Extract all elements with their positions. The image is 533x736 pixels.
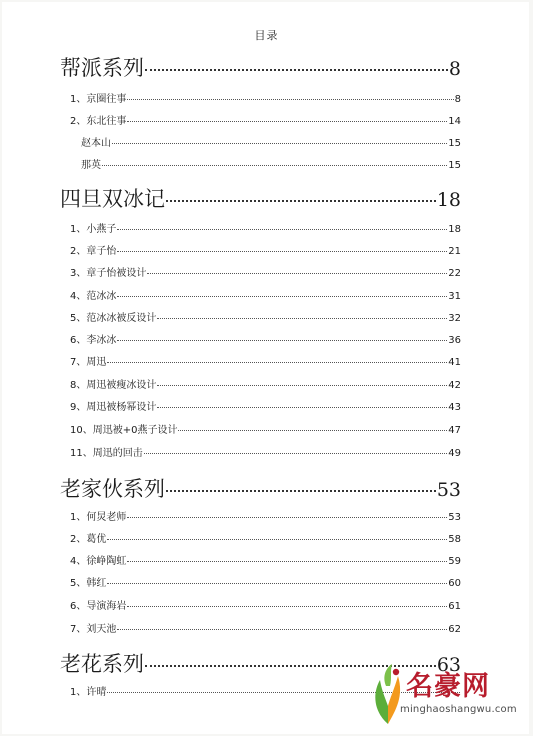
toc-entry-label: 9、周迅被杨幂设计 bbox=[70, 402, 157, 413]
toc-entry-label: 4、范冰冰 bbox=[70, 291, 117, 302]
toc-entry-page: 53 bbox=[448, 512, 461, 523]
toc-item-entry bbox=[70, 331, 461, 345]
dot-leader bbox=[147, 273, 447, 274]
toc-item-entry bbox=[70, 112, 461, 126]
toc-entry-page: 15 bbox=[448, 160, 461, 171]
dot-leader bbox=[127, 121, 447, 122]
toc-section-entry bbox=[60, 52, 461, 80]
dot-leader bbox=[145, 69, 448, 71]
toc-item-entry bbox=[81, 156, 461, 170]
toc-entry-page: 8 bbox=[448, 58, 461, 80]
toc-entry-page: 32 bbox=[448, 313, 461, 324]
toc-item-entry bbox=[70, 574, 461, 588]
toc-entry-page: 21 bbox=[448, 246, 461, 257]
dot-leader bbox=[102, 165, 447, 166]
toc-item-entry bbox=[70, 353, 461, 367]
toc-item-entry bbox=[81, 134, 461, 148]
toc-item-entry bbox=[70, 398, 461, 412]
dot-leader bbox=[144, 453, 448, 454]
toc-item-entry bbox=[70, 597, 461, 611]
toc-entry-label: 11、周迅的回击 bbox=[70, 448, 143, 459]
toc-entry-label: 老家伙系列 bbox=[60, 477, 165, 501]
dot-leader bbox=[112, 143, 447, 144]
toc-entry-page: 41 bbox=[448, 357, 461, 368]
dot-leader bbox=[117, 229, 447, 230]
dot-leader bbox=[107, 583, 447, 584]
dot-leader bbox=[157, 385, 447, 386]
toc-entry-label: 2、东北往事 bbox=[70, 116, 127, 127]
toc-entry-page: 62 bbox=[448, 624, 461, 635]
dot-leader bbox=[107, 362, 447, 363]
toc-entry-label: 2、葛优 bbox=[70, 534, 107, 545]
toc-entry-label: 5、范冰冰被反设计 bbox=[70, 313, 157, 324]
toc-item-entry bbox=[70, 552, 461, 566]
toc-item-entry bbox=[70, 530, 461, 544]
watermark-url: minghaoshangwu.com bbox=[400, 704, 517, 715]
dot-leader bbox=[117, 340, 447, 341]
toc-entry-label: 帮派系列 bbox=[60, 56, 144, 80]
toc-entry-page: 31 bbox=[448, 291, 461, 302]
dot-leader bbox=[166, 200, 436, 202]
toc-entry-page: 15 bbox=[448, 138, 461, 149]
toc-entry-label: 6、李冰冰 bbox=[70, 335, 117, 346]
toc-entry-page: 8 bbox=[454, 94, 461, 105]
dot-leader bbox=[178, 430, 447, 431]
dot-leader bbox=[117, 296, 447, 297]
toc-entry-label: 1、小燕子 bbox=[70, 224, 117, 235]
dot-leader bbox=[166, 490, 436, 492]
toc-entry-page: 36 bbox=[448, 335, 461, 346]
leaf-flame-logo-icon bbox=[366, 662, 410, 728]
toc-entry-label: 7、刘天池 bbox=[70, 624, 117, 635]
dot-leader bbox=[107, 539, 447, 540]
toc-entry-page: 18 bbox=[448, 224, 461, 235]
toc-entry-page: 42 bbox=[448, 380, 461, 391]
dot-leader bbox=[157, 318, 447, 319]
dot-leader bbox=[127, 606, 447, 607]
toc-item-entry bbox=[70, 421, 461, 435]
dot-leader bbox=[157, 407, 447, 408]
toc-item-entry bbox=[70, 444, 461, 458]
dot-leader bbox=[117, 251, 447, 252]
toc-entry-label: 3、章子怡被设计 bbox=[70, 268, 147, 279]
toc-item-entry bbox=[70, 376, 461, 390]
toc-title: 目录 bbox=[254, 29, 279, 42]
toc-entry-page: 61 bbox=[448, 601, 461, 612]
toc-entry-label: 四旦双冰记 bbox=[60, 187, 165, 211]
dot-leader bbox=[127, 517, 447, 518]
toc-entry-label: 赵本山 bbox=[81, 138, 111, 149]
toc-entry-label: 那英 bbox=[81, 160, 101, 171]
toc-item-entry bbox=[70, 220, 461, 234]
toc-item-entry bbox=[70, 287, 461, 301]
toc-entry-page: 53 bbox=[436, 479, 461, 501]
toc-entry-page: 43 bbox=[448, 402, 461, 413]
toc-entry-page: 59 bbox=[448, 556, 461, 567]
toc-entry-label: 2、章子怡 bbox=[70, 246, 117, 257]
toc-entry-label: 1、许晴 bbox=[70, 687, 107, 698]
toc-entry-page: 58 bbox=[448, 534, 461, 545]
toc-entry-label: 8、周迅被瘦冰设计 bbox=[70, 380, 157, 391]
toc-entry-label: 1、何炅老师 bbox=[70, 512, 127, 523]
toc-entry-page: 49 bbox=[448, 448, 461, 459]
dot-leader bbox=[117, 629, 447, 630]
toc-entry-page: 60 bbox=[448, 578, 461, 589]
toc-entry-label: 6、导演海岩 bbox=[70, 601, 127, 612]
toc-entry-label: 7、周迅 bbox=[70, 357, 107, 368]
toc-entry-page: 22 bbox=[448, 268, 461, 279]
toc-item-entry bbox=[70, 508, 461, 522]
toc-entry-page: 14 bbox=[448, 116, 461, 127]
toc-item-entry bbox=[70, 620, 461, 634]
toc-section-entry bbox=[60, 183, 461, 211]
toc-entry-label: 10、周迅被+0燕子设计 bbox=[70, 425, 178, 436]
toc-entry-page: 63 bbox=[436, 654, 461, 676]
toc-entry-page: 18 bbox=[436, 189, 461, 211]
toc-entry-label: 5、韩红 bbox=[70, 578, 107, 589]
toc-entry-label: 老花系列 bbox=[60, 652, 144, 676]
dot-leader bbox=[127, 99, 453, 100]
toc-entry-page: 47 bbox=[448, 425, 461, 436]
watermark-name: 名豪网 bbox=[406, 671, 490, 702]
dot-leader bbox=[127, 561, 447, 562]
watermark bbox=[364, 660, 524, 732]
toc-entry-label: 4、徐峥陶虹 bbox=[70, 556, 127, 567]
toc-item-entry bbox=[70, 90, 461, 104]
toc-item-entry bbox=[70, 309, 461, 323]
toc-entry-label: 1、京圈往事 bbox=[70, 94, 127, 105]
toc-section-entry bbox=[60, 473, 461, 501]
toc-item-entry bbox=[70, 264, 461, 278]
toc-item-entry bbox=[70, 242, 461, 256]
